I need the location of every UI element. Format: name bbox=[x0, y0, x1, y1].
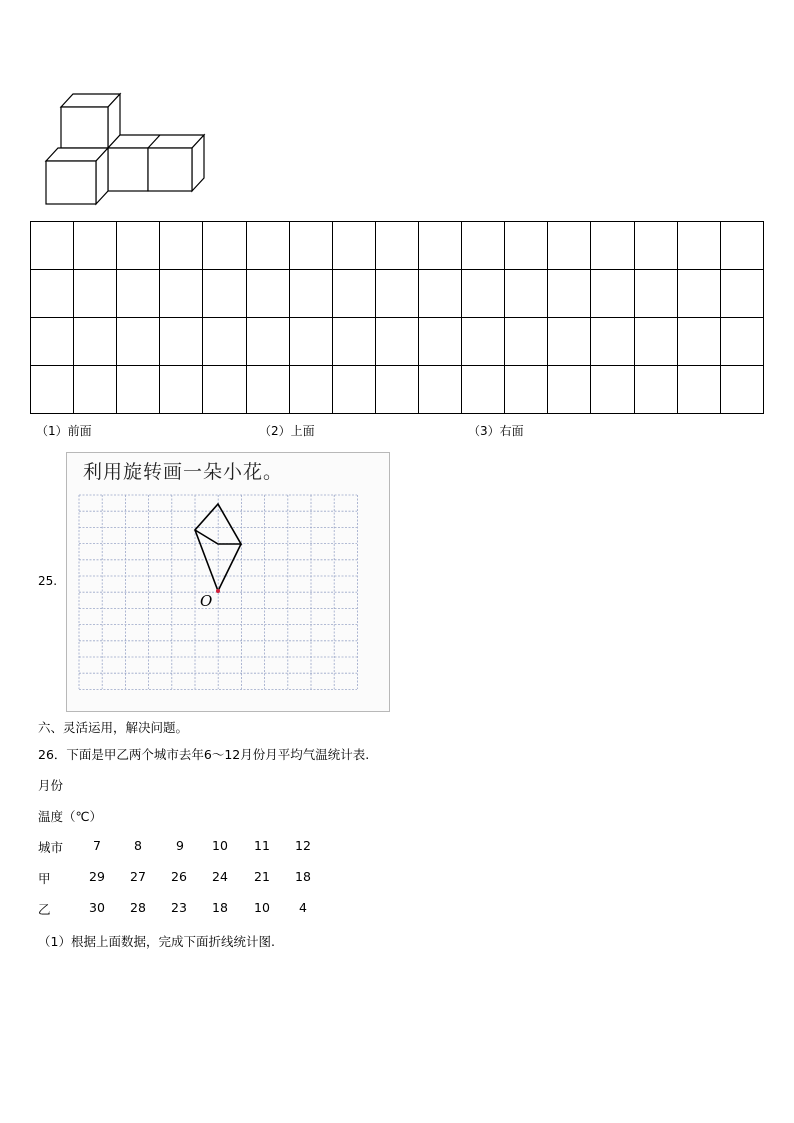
top-view-label: （2）上面 bbox=[259, 424, 315, 438]
rotation-grid-panel bbox=[66, 452, 390, 712]
header-month-12: 12 bbox=[295, 838, 311, 853]
row-jia-10: 24 bbox=[212, 869, 228, 884]
cube-stack-figure bbox=[40, 86, 210, 208]
cube-left-front bbox=[46, 161, 96, 204]
row-jia-9: 26 bbox=[171, 869, 187, 884]
section-6-heading: 六、灵活运用，解决问题。 bbox=[38, 720, 189, 735]
cube-right-front bbox=[148, 148, 192, 191]
question-25-number: 25. bbox=[38, 574, 58, 588]
header-city: 城市 bbox=[38, 840, 64, 855]
row-yi-city: 乙 bbox=[38, 902, 51, 917]
question-26-sub-1: （1）根据上面数据，完成下面折线统计图. bbox=[38, 934, 275, 949]
cube-front-face bbox=[61, 107, 108, 148]
rotation-center-point bbox=[216, 589, 220, 593]
header-month-11: 11 bbox=[254, 838, 270, 853]
header-month-8: 8 bbox=[134, 838, 142, 853]
row-yi-9: 23 bbox=[171, 900, 187, 915]
right-view-label: （3）右面 bbox=[468, 424, 524, 438]
row-temperature-label: 温度（℃） bbox=[38, 809, 103, 824]
row-yi-10: 18 bbox=[212, 900, 228, 915]
row-yi-11: 10 bbox=[254, 900, 270, 915]
row-jia-8: 27 bbox=[130, 869, 146, 884]
cube-middle-front bbox=[108, 148, 148, 191]
header-month-10: 10 bbox=[212, 838, 228, 853]
row-jia-7: 29 bbox=[89, 869, 105, 884]
row-yi-12: 4 bbox=[299, 900, 307, 915]
rotation-grid-svg bbox=[67, 453, 389, 711]
row-yi-8: 28 bbox=[130, 900, 146, 915]
cube-row-top bbox=[108, 135, 204, 148]
front-view-label: （1）前面 bbox=[36, 424, 92, 438]
row-jia-city: 甲 bbox=[38, 871, 51, 886]
drawing-grid-table bbox=[30, 221, 764, 414]
header-month-9: 9 bbox=[176, 838, 184, 853]
temp-table-row-yi bbox=[38, 900, 338, 918]
header-month-7: 7 bbox=[93, 838, 101, 853]
row-jia-11: 21 bbox=[254, 869, 270, 884]
row-month-label: 月份 bbox=[38, 778, 64, 793]
temp-table-row-jia bbox=[38, 869, 338, 887]
question-26-text: 26．下面是甲乙两个城市去年6～12月份月平均气温统计表. bbox=[38, 747, 370, 762]
temp-table-header bbox=[38, 838, 338, 856]
point-o-label: O bbox=[200, 592, 213, 610]
kite-outline bbox=[195, 530, 241, 591]
rotation-panel-title: 利用旋转画一朵小花。 bbox=[83, 461, 284, 483]
row-yi-7: 30 bbox=[89, 900, 105, 915]
row-jia-12: 18 bbox=[295, 869, 311, 884]
